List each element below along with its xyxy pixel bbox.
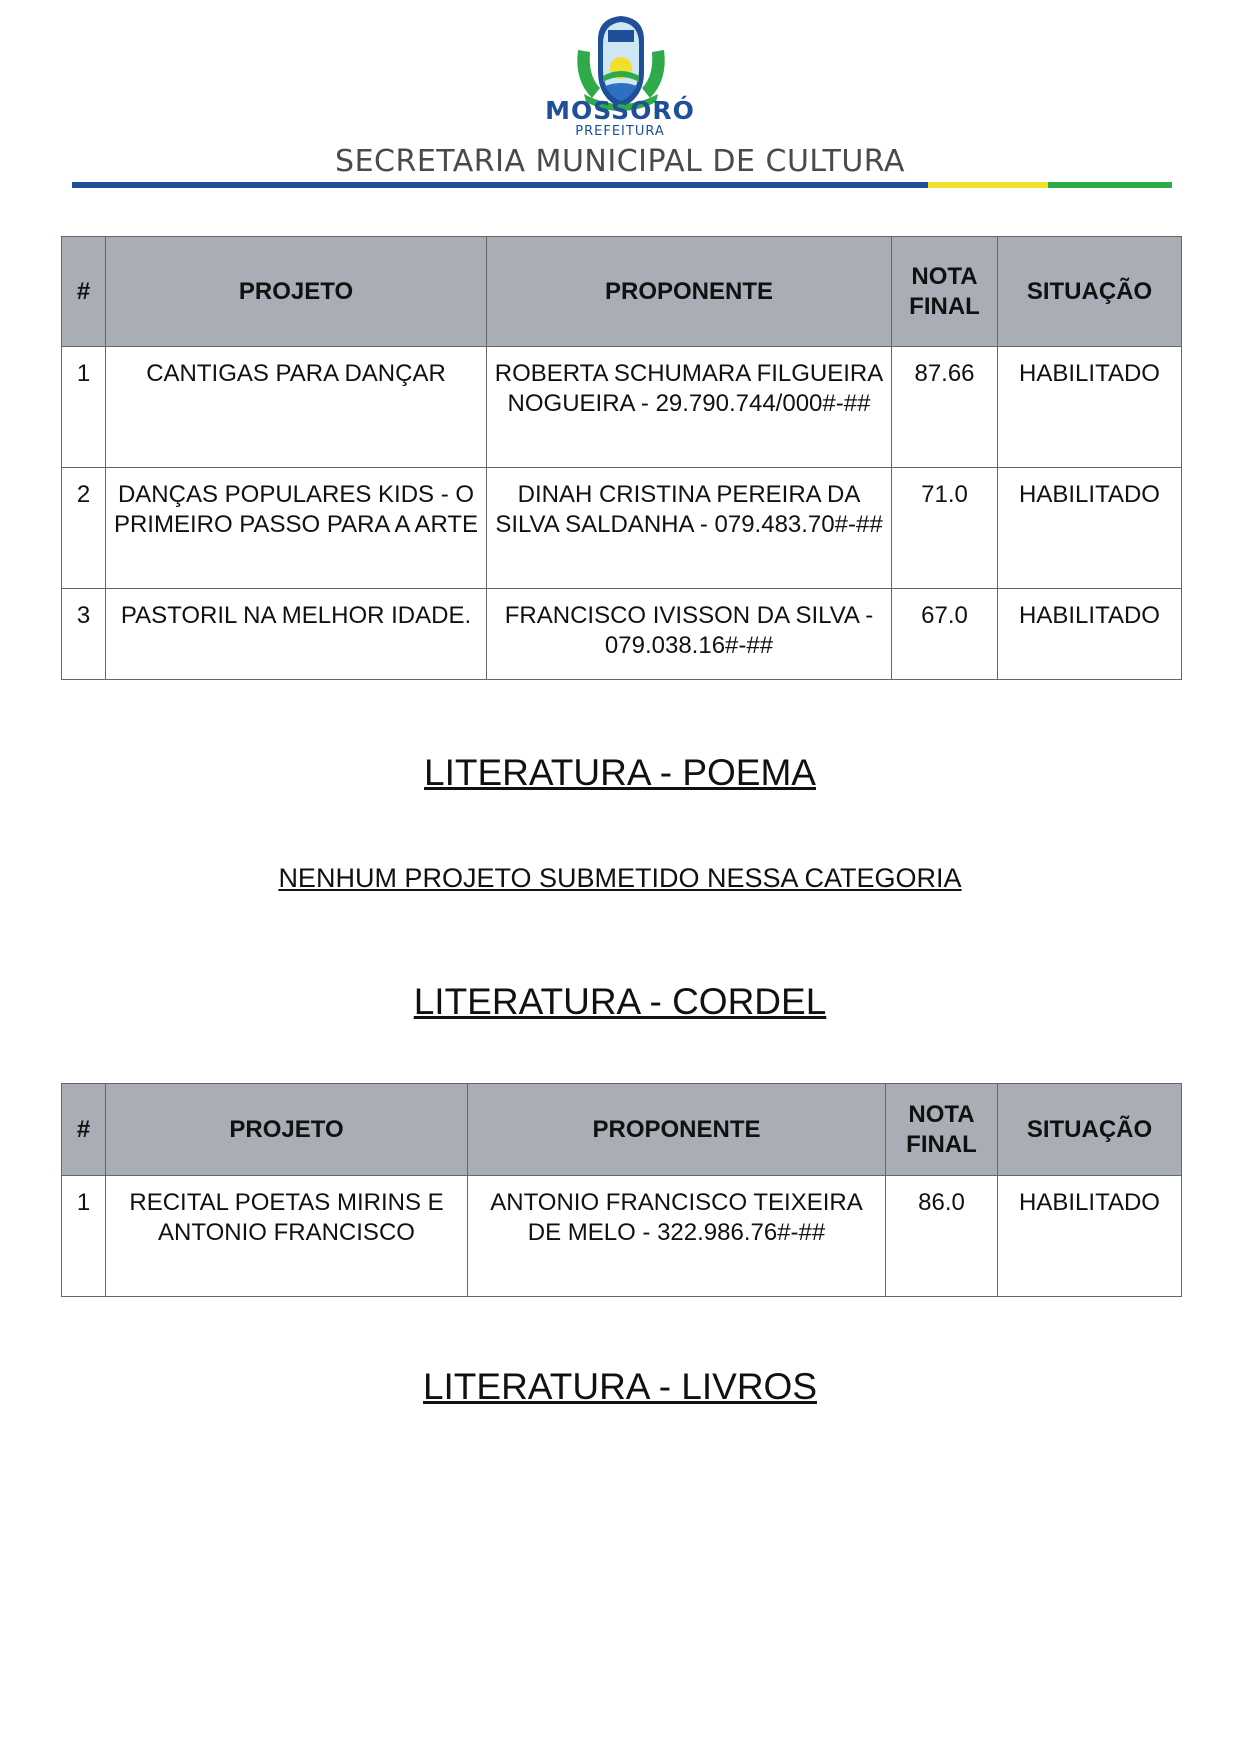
column-header-index: # [62, 1084, 106, 1176]
table-row [62, 1176, 1182, 1297]
empty-category-note: NENHUM PROJETO SUBMETIDO NESSA CATEGORIA [278, 863, 962, 893]
results-table-1 [61, 236, 1182, 680]
grade-header-line1: NOTA [908, 1100, 975, 1128]
row-index: 2 [62, 468, 106, 589]
row-status: HABILITADO [998, 589, 1182, 680]
row-index: 1 [62, 1176, 106, 1297]
header-stripe-green [1048, 182, 1172, 188]
section-title-livros: LITERATURA - LIVROS [422, 1366, 818, 1407]
row-status: HABILITADO [998, 468, 1182, 589]
row-status: HABILITADO [998, 347, 1182, 468]
column-header-status: SITUAÇÃO [998, 1084, 1182, 1176]
column-header-proponent: PROPONENTE [468, 1084, 886, 1176]
column-header-status: SITUAÇÃO [998, 237, 1182, 347]
row-grade: 67.0 [892, 589, 998, 680]
grade-header-line1: NOTA [911, 262, 978, 290]
row-proponent: ROBERTA SCHUMARA FILGUEIRA NOGUEIRA - 29.790.744/000#-## [487, 347, 892, 468]
row-index: 1 [62, 347, 106, 468]
column-header-index: # [62, 237, 106, 347]
row-index: 3 [62, 589, 106, 680]
row-proponent: ANTONIO FRANCISCO TEIXEIRA DE MELO - 322.986.76#-## [468, 1176, 886, 1297]
section-title-cordel: LITERATURA - CORDEL [413, 981, 827, 1022]
header-stripe-yellow [928, 182, 1048, 188]
section-title-poema: LITERATURA - POEMA [424, 752, 816, 793]
row-proponent: FRANCISCO IVISSON DA SILVA - 079.038.16#-## [487, 589, 892, 680]
column-header-project: PROJETO [106, 237, 487, 347]
column-header-grade [892, 237, 998, 347]
table-header-row [62, 1084, 1182, 1176]
city-name: MOSSORÓ [545, 96, 695, 125]
header-stripe-blue [72, 182, 928, 188]
row-project: CANTIGAS PARA DANÇAR [106, 347, 487, 468]
row-proponent: DINAH CRISTINA PEREIRA DA SILVA SALDANHA - 079.483.70#-## [487, 468, 892, 589]
grade-header-line2: FINAL [906, 1130, 977, 1158]
column-header-proponent: PROPONENTE [487, 237, 892, 347]
table-row [62, 347, 1182, 468]
prefeitura-label: PREFEITURA [575, 124, 665, 139]
row-project: RECITAL POETAS MIRINS E ANTONIO FRANCISCO [106, 1176, 468, 1297]
row-project: PASTORIL NA MELHOR IDADE. [106, 589, 487, 680]
column-header-project: PROJETO [106, 1084, 468, 1176]
department-title: SECRETARIA MUNICIPAL DE CULTURA [335, 144, 905, 179]
row-status: HABILITADO [998, 1176, 1182, 1297]
table-row [62, 468, 1182, 589]
results-table-2 [61, 1083, 1182, 1297]
row-grade: 86.0 [886, 1176, 998, 1297]
row-grade: 71.0 [892, 468, 998, 589]
row-grade: 87.66 [892, 347, 998, 468]
grade-header-line2: FINAL [909, 292, 980, 320]
row-project: DANÇAS POPULARES KIDS - O PRIMEIRO PASSO PARA A ARTE [106, 468, 487, 589]
table-row [62, 589, 1182, 680]
table-header-row [62, 237, 1182, 347]
column-header-grade [886, 1084, 998, 1176]
